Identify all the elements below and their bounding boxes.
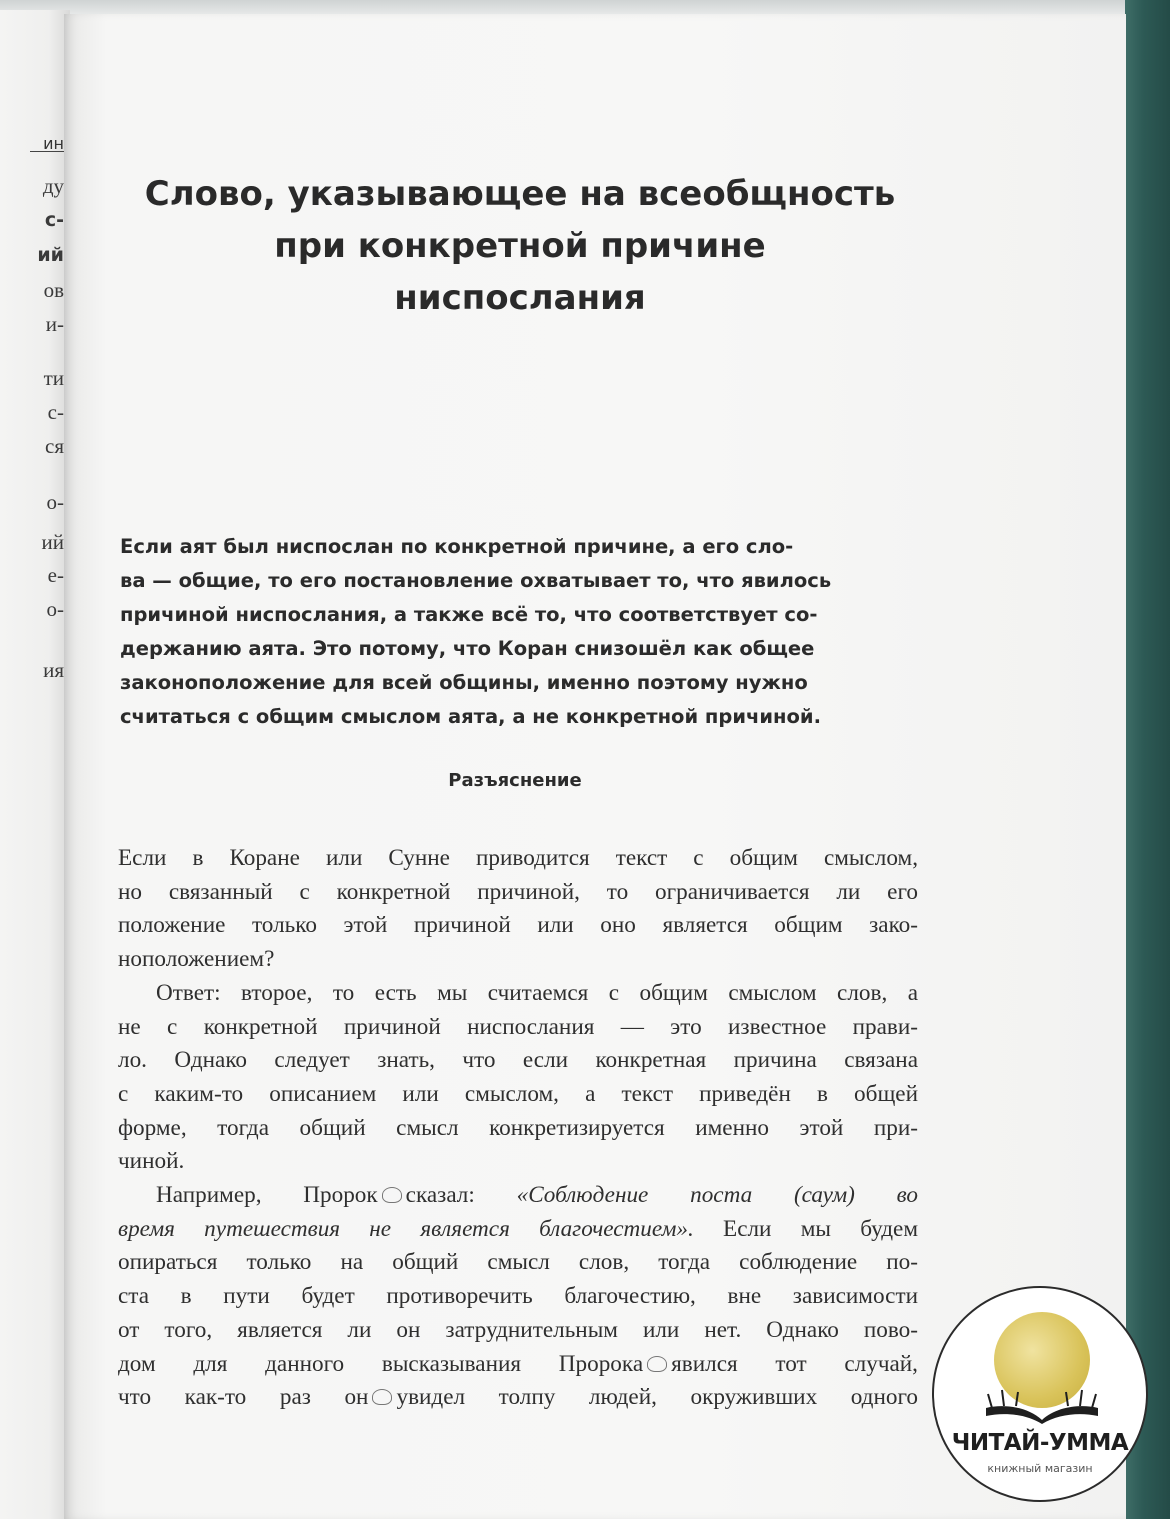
rule-line: считаться с общим смыслом аята, а не конкретной причиной. bbox=[120, 705, 821, 728]
book-top-edge bbox=[0, 0, 1170, 14]
body-text-run: сказал: bbox=[405, 1182, 475, 1209]
body-line bbox=[118, 1348, 918, 1382]
section-subheading: Разъяснение bbox=[448, 770, 582, 791]
body-line bbox=[118, 1179, 918, 1213]
left-page-fragment: с- bbox=[44, 209, 64, 231]
left-page-fragment: е- bbox=[47, 563, 64, 587]
left-page-fragment: ов bbox=[43, 278, 64, 302]
left-page-fragment: ия bbox=[43, 658, 64, 682]
body-line: опираться только на общий смысл слов, тогда соблюдение по- bbox=[118, 1249, 918, 1276]
chapter-title bbox=[120, 168, 920, 324]
left-page-header-rule bbox=[30, 151, 64, 152]
left-page-fragment: ти bbox=[43, 366, 64, 390]
book-cover-edge bbox=[1125, 0, 1170, 1519]
body-line: ноположением? bbox=[118, 946, 275, 973]
body-line: от того, является ли он затруднительным или нет. Однако пово- bbox=[118, 1316, 918, 1343]
left-page-header: ин bbox=[43, 134, 64, 153]
body-text-run: увидел толпу людей, окруживших одного bbox=[396, 1384, 918, 1411]
logo-subtitle: книжный магазин bbox=[987, 1462, 1093, 1475]
chapter-title-line-1: Слово, указывающее на всеобщность bbox=[144, 174, 896, 214]
left-page-fragment: ий bbox=[37, 244, 64, 266]
left-page-fragment: и- bbox=[45, 312, 64, 336]
body-line: ло. Однако следует знать, что если конкретная причина связана bbox=[118, 1047, 918, 1074]
rule-line: ва — общие, то его постановление охватывает то, что явилось bbox=[120, 569, 832, 592]
left-page-fragment: ся bbox=[45, 434, 64, 458]
rule-line: законоположение для всей общины, именно поэтому нужно bbox=[120, 671, 808, 694]
body-line: с каким-то описанием или смыслом, а текст приведён в общей bbox=[118, 1080, 918, 1107]
left-page-fragment: о- bbox=[46, 597, 64, 621]
body-text-run: Например, Пророк bbox=[156, 1182, 378, 1209]
salawat-icon bbox=[647, 1356, 667, 1372]
logo-brand-name: ЧИТАЙ-УММА bbox=[951, 1430, 1129, 1456]
body-line bbox=[118, 1381, 918, 1415]
rule-line: держанию аята. Это потому, что Коран снизошёл как общее bbox=[120, 637, 815, 660]
body-text-run: явился тот случай, bbox=[671, 1350, 918, 1377]
left-page-fragment: о- bbox=[46, 490, 64, 514]
chapter-title-line-2: при конкретной причине bbox=[274, 226, 766, 266]
left-page-fragment: с- bbox=[47, 400, 64, 424]
body-text-run: Если мы будем bbox=[723, 1215, 918, 1242]
body-line: ста в пути будет противоречить благочестию, вне зависимости bbox=[118, 1283, 918, 1310]
chapter-title-line-3: ниспослания bbox=[394, 278, 646, 318]
body-line: Ответ: второе, то есть мы считаемся с общим смыслом слов, а bbox=[156, 979, 918, 1006]
left-page-fragment: ий bbox=[41, 530, 64, 554]
body-text bbox=[118, 842, 918, 1415]
hadith-quote: время путешествия не является благочестием». bbox=[118, 1215, 694, 1242]
hadith-quote: «Соблюдение поста (саум) во bbox=[516, 1182, 919, 1209]
body-text-run: дом для данного высказывания Пророка bbox=[118, 1350, 644, 1377]
body-line bbox=[118, 1213, 918, 1247]
body-line: Если в Коране или Сунне приводится текст с общим смыслом, bbox=[118, 845, 918, 871]
body-line: но связанный с конкретной причиной, то ограничивается ли его bbox=[118, 878, 918, 905]
body-line: чиной. bbox=[118, 1148, 185, 1175]
rule-line: причиной ниспослания, а также всё то, что соответствует со- bbox=[120, 603, 818, 626]
body-text-run: что как-то раз он bbox=[118, 1384, 369, 1411]
body-line: форме, тогда общий смысл конкретизируется именно этой при- bbox=[118, 1114, 918, 1141]
salawat-icon bbox=[372, 1389, 392, 1405]
left-facing-page bbox=[0, 10, 70, 1519]
left-page-fragment: ду bbox=[42, 174, 64, 198]
body-line: положение только этой причиной или оно является общим зако- bbox=[118, 912, 918, 939]
rule-statement bbox=[120, 530, 910, 734]
body-line: не с конкретной причиной ниспослания — это известное прави- bbox=[118, 1013, 918, 1040]
store-watermark-logo bbox=[932, 1286, 1148, 1502]
rule-line: Если аят был ниспослан по конкретной причине, а его сло- bbox=[120, 535, 794, 558]
open-book-icon bbox=[982, 1386, 1102, 1426]
salawat-icon bbox=[382, 1187, 402, 1203]
